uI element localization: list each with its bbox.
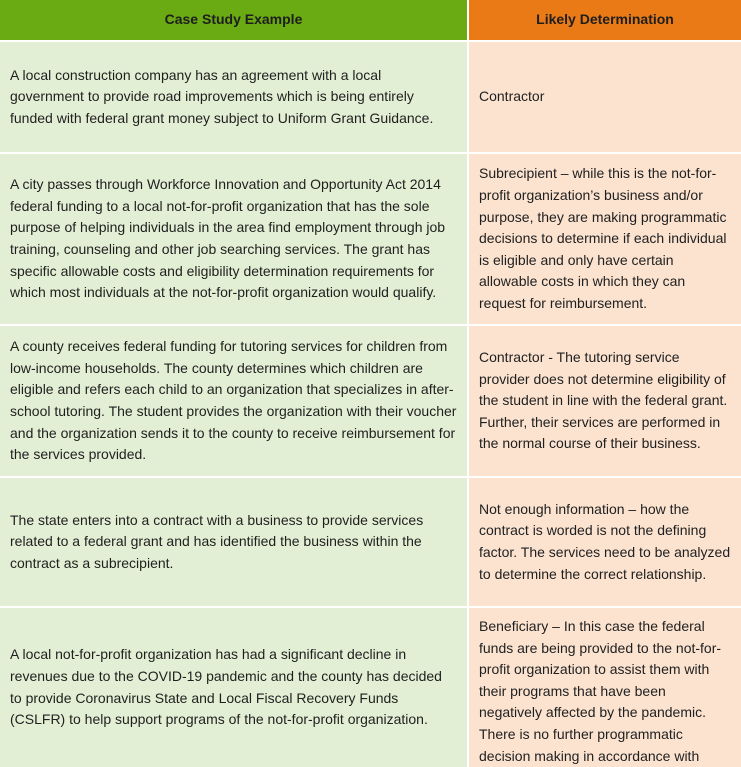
determination-cell-3: Contractor - The tutoring service provider does not determine eligibility of the student in line with the federal grant. Further, their services are performed in the normal course of their business. xyxy=(469,326,741,476)
determination-cell-4: Not enough information – how the contract is worded is not the defining factor. The services need to be analyzed to determine the correct relationship. xyxy=(469,478,741,606)
header-likely-determination: Likely Determination xyxy=(469,0,741,40)
case-cell-3: A county receives federal funding for tutoring services for children from low-income households. The county determines which children are eligible and refers each child to an organization that specializes in after-school tutoring. The student provides the organization with their voucher and the organization sends it to the county to receive reimbursement for the services provided. xyxy=(0,326,467,476)
determination-cell-1: Contractor xyxy=(469,42,741,152)
case-cell-4: The state enters into a contract with a business to provide services related to a federal grant and has identified the business within the contract as a subrecipient. xyxy=(0,478,467,606)
determination-cell-2: Subrecipient – while this is the not-for-profit organization’s business and/or purpose, they are making programmatic decisions to determine if each individual is eligible and only have certain allowable costs in which they can request for reimbursement. xyxy=(469,154,741,324)
case-cell-1: A local construction company has an agreement with a local government to provide road improvements which is being entirely funded with federal grant money subject to Uniform Grant Guidance. xyxy=(0,42,467,152)
case-cell-5: A local not-for-profit organization has had a significant decline in revenues due to the COVID-19 pandemic and the county has decided to provide Coronavirus State and Local Fiscal Recovery Funds (CSLFR) to help support programs of the not-for-profit organization. xyxy=(0,608,467,767)
determination-cell-5: Beneficiary – In this case the federal funds are being provided to the not-for-profit organization to assist them with their programs that have been negatively affected by the pandemic. There is no further programmatic decision making in accordance with xyxy=(469,608,741,767)
header-case-study: Case Study Example xyxy=(0,0,467,40)
case-cell-2: A city passes through Workforce Innovation and Opportunity Act 2014 federal funding to a local not-for-profit organization that has the sole purpose of helping individuals in the area find employment through job training, counseling and other job searching services. The grant has specific allowable costs and eligibility determination requirements for which most individuals at the not-for-profit organization would qualify. xyxy=(0,154,467,324)
